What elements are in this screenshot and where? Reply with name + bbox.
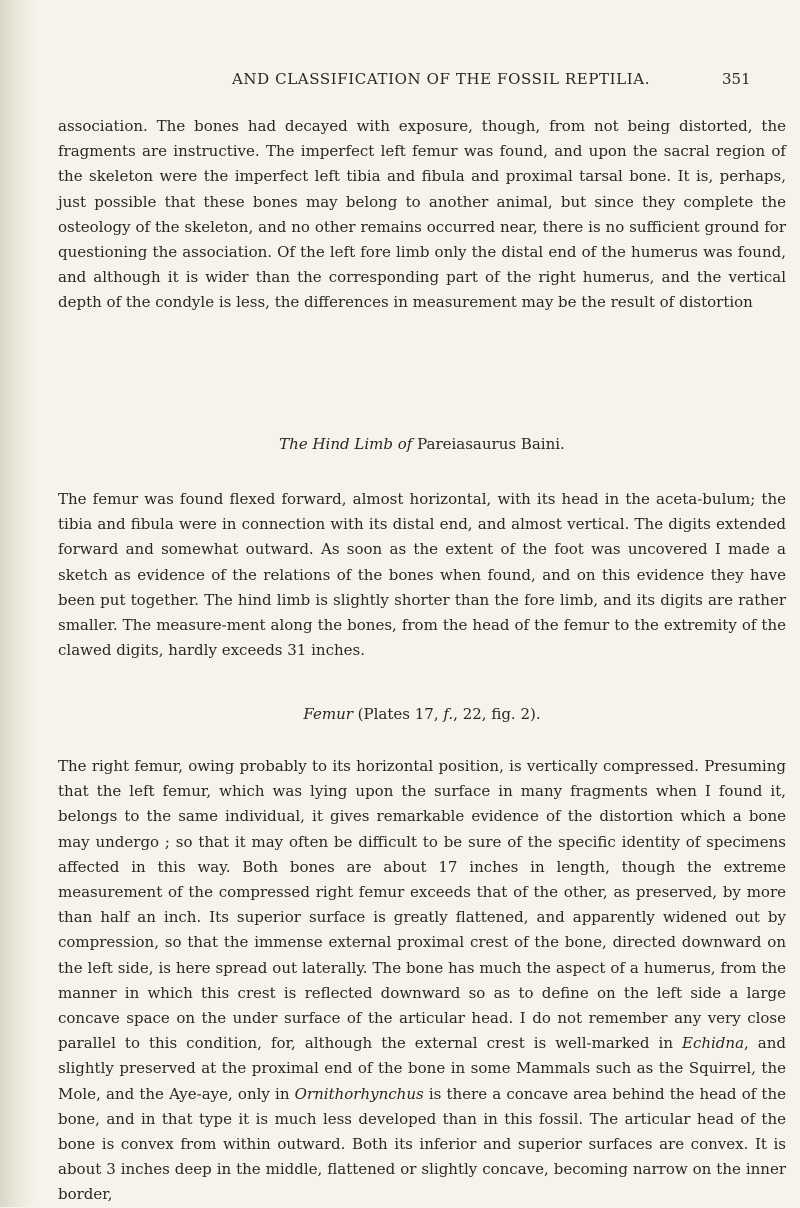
paragraph-text: association. The bones had decayed with exposure, though, from not being distorted, the fragments are instructive. The imperfect left femur was found, and upon the sacral region of the skeleton were the imperfect left tibia and fibula and proximal tarsal bone. It is, perhaps, just possible that these bones may belong to another animal, but since they complete the osteology of the skeleton, and no other remains occurred near, there is no sufficient ground for questioning the association. Of the left fore limb only the distal end of the humerus was found, and although it is wider than the corresponding part of the right humerus, and the vertical depth of the condyle is less, the differences in measurement may be the result of distortion — [58, 117, 786, 312]
text-run: The right femur, owing probably to its horizontal position, is vertically compressed. Presuming that the left femur, which was lying upon the surface in many fragments when I found it, belongs to the same individual, it gives remarkable evidence of the distortion which a bone may undergo ; so that it may often be difficult to be sure of the specific identity of specimens affected in this way. Both bones are about 17 inches in length, though the extreme measurement of the compressed right femur exceeds that of the other, as preserved, by more than half an inch. Its superior surface is greatly flattened, and apparently widened out by compression, so that the immense external proximal crest of the bone, directed downward on the left side, is here spread out laterally. The bone has much the aspect of a humerus, from the manner in which this crest is reflected downward so as to define on the left side a large concave space on the under surface of the articular head. I do not remember any very close parallel to this condition, for, although the external crest is well-marked in — [58, 757, 786, 1053]
paragraph-association — [58, 114, 786, 316]
paragraph-text — [58, 754, 786, 1208]
section-heading-femur — [58, 702, 786, 727]
running-title: AND CLASSIFICATION OF THE FOSSIL REPTILIA. — [232, 70, 651, 88]
running-header — [0, 70, 800, 94]
heading-roman-part: Pareiasaurus Baini. — [412, 435, 565, 453]
taxon-echidna: Echidna — [682, 1034, 745, 1053]
paragraph-hind-limb — [58, 487, 786, 663]
heading-plates-f: f. — [443, 705, 454, 723]
text-run: , and slightly preserved at the proximal end of the bone in some Mammals such as the Squirrel, the Mole, and the Aye-aye, only in — [58, 1034, 786, 1103]
page-edge-shadow — [0, 0, 36, 1207]
page-number: 351 — [722, 70, 751, 88]
heading-plates-b: , 22, fig. 2). — [453, 705, 541, 723]
paragraph-femur — [58, 754, 786, 1208]
paragraph-text: The femur was found flexed forward, almost horizontal, with its head in the aceta-bulum; the tibia and fibula were in connection with its distal end, and almost vertical. The digits extended forward and somewhat outward. As soon as the extent of the foot was uncovered I made a sketch as evidence of the relations of the bones when found, and on this evidence they have been put together. The hind limb is slightly shorter than the fore limb, and its digits are rather smaller. The measure-ment along the bones, from the head of the femur to the extremity of the clawed digits, hardly exceeds 31 inches. — [58, 490, 786, 660]
text-run: is there a concave area behind the head of the bone, and in that type it is much less developed than in this fossil. The articular head of the bone is convex from within outward. Both its inferior and superior surfaces are convex. It is about 3 inches deep in the middle, flattened or slightly concave, becoming narrow on the inner border, — [58, 1084, 786, 1204]
heading-italic-part: The Hind Limb of — [279, 435, 413, 453]
heading-plates-a: (Plates 17, — [352, 705, 444, 723]
taxon-ornithorhynchus: Ornithorhynchus — [294, 1084, 424, 1103]
heading-femur-italic: Femur — [303, 705, 353, 723]
section-heading-hind-limb — [58, 432, 786, 457]
